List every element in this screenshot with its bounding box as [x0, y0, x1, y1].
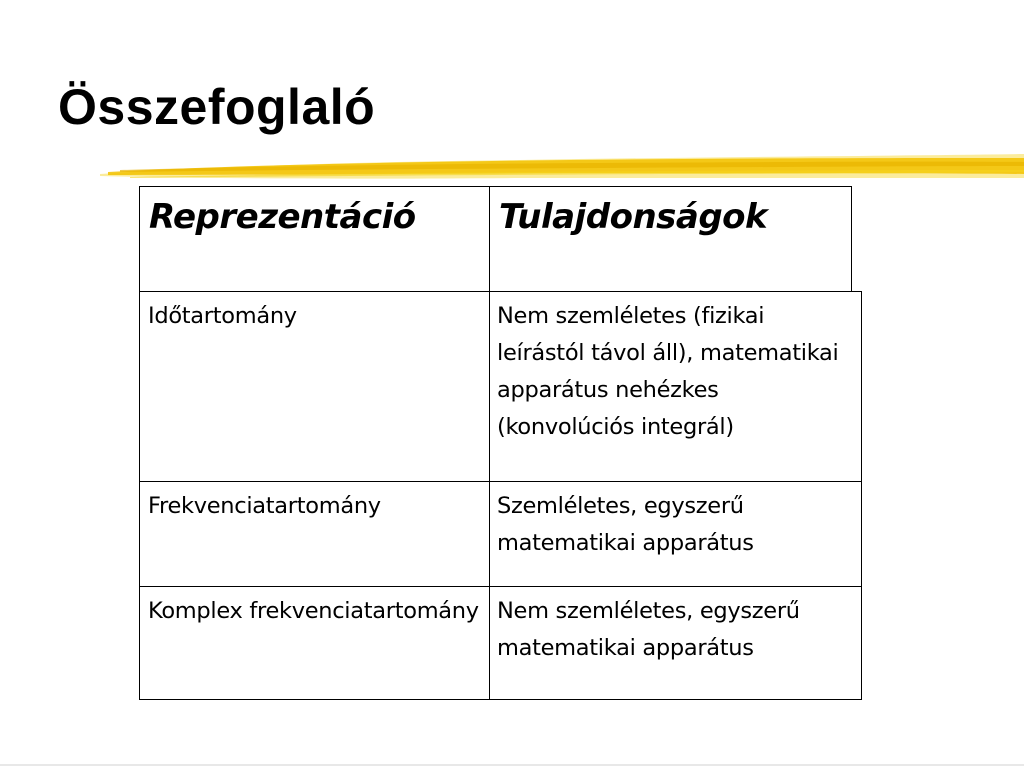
header-cell-representation: [139, 186, 490, 292]
slide-title: Összefoglaló: [58, 79, 376, 135]
table-row-3-properties: [489, 586, 862, 700]
header-cell-properties: [489, 186, 852, 292]
table-row-3-representation: [139, 586, 490, 700]
representation-text: Frekvenciatartomány: [148, 493, 381, 519]
header-properties: Tulajdonságok: [499, 197, 768, 237]
table-row-1-representation: [139, 291, 490, 482]
highlighter-stroke-decoration: [100, 148, 1024, 188]
header-representation: Reprezentáció: [149, 197, 416, 237]
properties-text: Nem szemléletes, egyszerű matematikai apparátus: [497, 598, 800, 661]
properties-text: Szemléletes, egyszerű matematikai apparátus: [497, 493, 754, 556]
table-row-2-properties: [489, 481, 862, 587]
footer-divider: [0, 764, 1024, 766]
properties-text: Nem szemléletes (fizikai leírástól távol áll), matematikai apparátus nehézkes (konvolúciós integrál): [497, 303, 839, 440]
representation-text: Komplex frekvenciatartomány: [148, 598, 479, 624]
representation-text: Időtartomány: [148, 303, 297, 329]
table-row-2-representation: [139, 481, 490, 587]
table-row-1-properties: [489, 291, 862, 482]
